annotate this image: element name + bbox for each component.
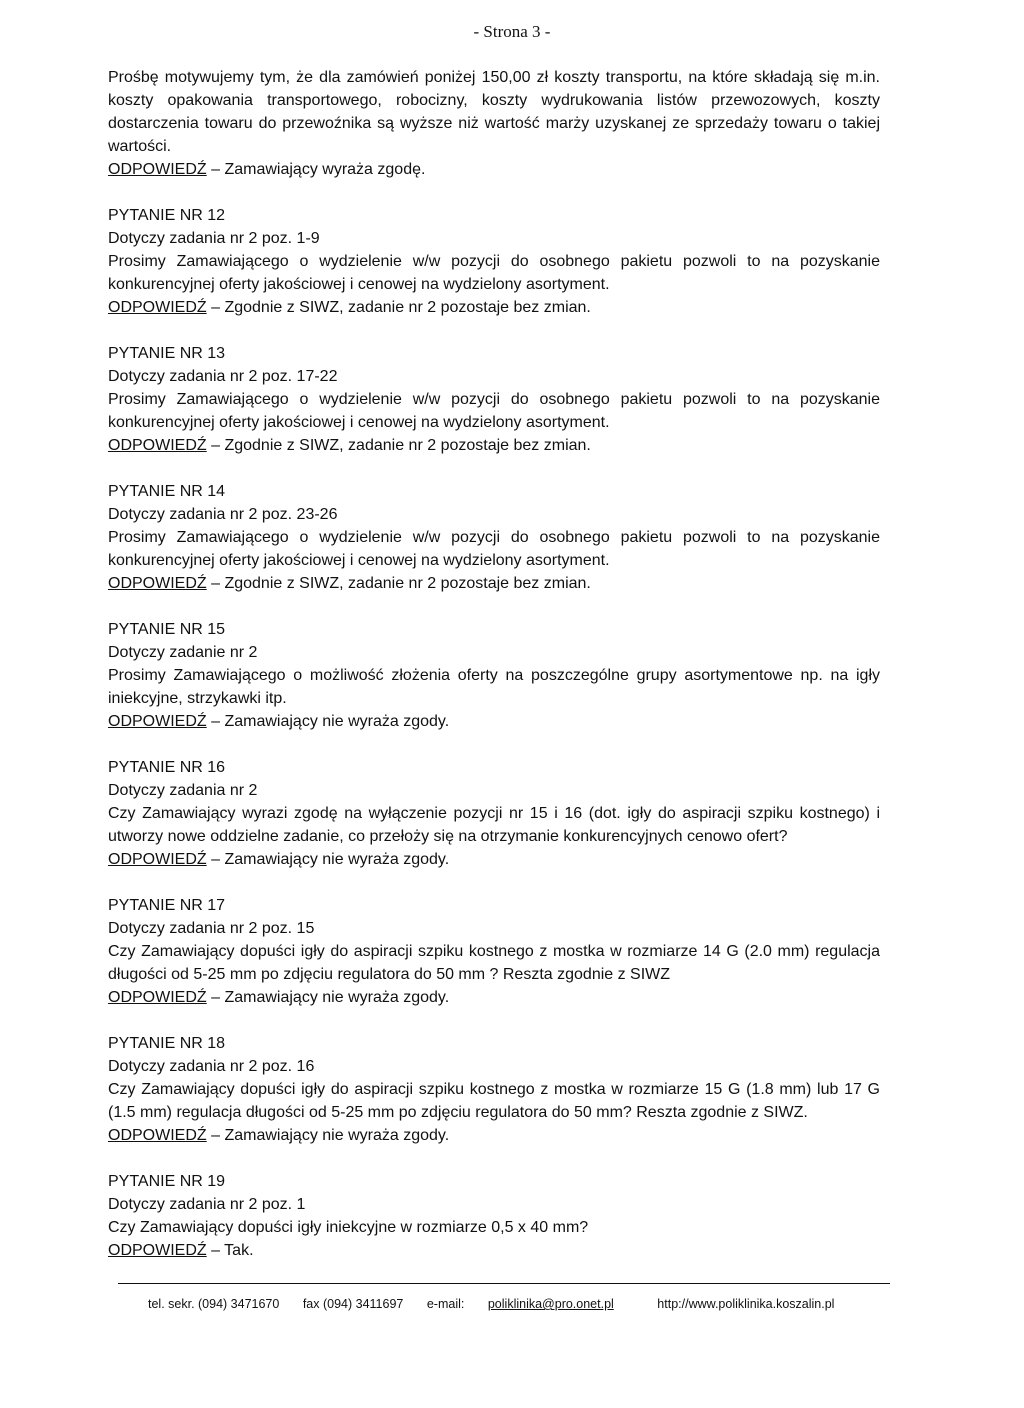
question-title: PYTANIE NR 17 [108, 897, 226, 914]
footer-email-label: e-mail: [426, 1297, 465, 1311]
question-answer [108, 710, 880, 733]
document-body [108, 66, 880, 1262]
answer-text: – Zamawiający nie wyraża zgody. [206, 989, 450, 1006]
question-answer [108, 986, 880, 1009]
footer [148, 1297, 868, 1311]
answer-label: ODPOWIEDŹ [108, 851, 207, 868]
footer-phone: tel. sekr. (094) 3471670 [148, 1297, 280, 1311]
question-title: PYTANIE NR 12 [108, 207, 226, 224]
question-scope: Dotyczy zadania nr 2 poz. 15 [108, 920, 315, 937]
question-scope: Dotyczy zadania nr 2 poz. 16 [108, 1058, 315, 1075]
answer-label: ODPOWIEDŹ [108, 575, 207, 592]
question-19 [108, 1170, 880, 1262]
answer-text: – Zamawiający nie wyraża zgody. [206, 1127, 450, 1144]
question-scope: Dotyczy zadania nr 2 poz. 1 [108, 1196, 306, 1213]
answer-label: ODPOWIEDŹ [108, 989, 207, 1006]
question-body: Czy Zamawiający wyrazi zgodę na wyłączenie pozycji nr 15 i 16 (dot. igły do aspiracji szpiku kostnego) i utworzy nowe oddzielne zadanie, co przełoży się na otrzymanie konkurencyjnych cenowo ofert? [108, 805, 880, 845]
answer-text: – Tak. [206, 1242, 254, 1259]
question-answer [108, 1239, 880, 1262]
answer-text: – Zamawiający nie wyraża zgody. [206, 713, 450, 730]
question-title: PYTANIE NR 16 [108, 759, 226, 776]
question-body: Prosimy Zamawiającego o wydzielenie w/w pozycji do osobnego pakietu pozwoli to na pozyskanie konkurencyjnej oferty jakościowej i cenowej na wydzielony asortyment. [108, 391, 880, 431]
question-body: Prosimy Zamawiającego o możliwość złożenia oferty na poszczególne grupy asortymentowe np. na igły iniekcyjne, strzykawki itp. [108, 667, 880, 707]
question-body: Czy Zamawiający dopuści igły iniekcyjne w rozmiarze 0,5 x 40 mm? [108, 1219, 589, 1236]
question-scope: Dotyczy zadania nr 2 poz. 17-22 [108, 368, 338, 385]
footer-fax: fax (094) 3411697 [302, 1297, 404, 1311]
question-scope: Dotyczy zadanie nr 2 [108, 644, 258, 661]
answer-text: – Zgodnie z SIWZ, zadanie nr 2 pozostaje bez zmian. [206, 437, 591, 454]
footer-website[interactable]: http://www.poliklinika.koszalin.pl [657, 1297, 835, 1311]
question-title: PYTANIE NR 13 [108, 345, 226, 362]
answer-text: – Zamawiający nie wyraża zgody. [206, 851, 450, 868]
question-answer [108, 572, 880, 595]
answer-label: ODPOWIEDŹ [108, 1242, 207, 1259]
intro-answer [108, 158, 880, 181]
page-number: - Strona 3 - [473, 22, 551, 41]
question-scope: Dotyczy zadania nr 2 poz. 1-9 [108, 230, 320, 247]
question-body: Prosimy Zamawiającego o wydzielenie w/w pozycji do osobnego pakietu pozwoli to na pozyskanie konkurencyjnej oferty jakościowej i cenowej na wydzielony asortyment. [108, 529, 880, 569]
question-title: PYTANIE NR 15 [108, 621, 226, 638]
answer-label: ODPOWIEDŹ [108, 1127, 207, 1144]
question-answer [108, 1124, 880, 1147]
answer-text: – Zgodnie z SIWZ, zadanie nr 2 pozostaje bez zmian. [206, 575, 591, 592]
question-body: Czy Zamawiający dopuści igły do aspiracji szpiku kostnego z mostka w rozmiarze 15 G (1.8 mm) lub 17 G (1.5 mm) regulacja długości od 5-25 mm po zdjęciu regulatora do 50 mm? Reszta zgodnie z SIWZ. [108, 1081, 880, 1121]
question-13 [108, 342, 880, 457]
footer-divider [118, 1283, 890, 1284]
answer-label: ODPOWIEDŹ [108, 299, 207, 316]
question-16 [108, 756, 880, 871]
question-12 [108, 204, 880, 319]
question-17 [108, 894, 880, 1009]
question-15 [108, 618, 880, 733]
question-title: PYTANIE NR 18 [108, 1035, 226, 1052]
question-answer [108, 296, 880, 319]
answer-text: – Zamawiający wyraża zgodę. [206, 161, 426, 178]
question-18 [108, 1032, 880, 1147]
question-scope: Dotyczy zadania nr 2 [108, 782, 258, 799]
question-body: Prosimy Zamawiającego o wydzielenie w/w pozycji do osobnego pakietu pozwoli to na pozyskanie konkurencyjnej oferty jakościowej i cenowej na wydzielony asortyment. [108, 253, 880, 293]
question-body: Czy Zamawiający dopuści igły do aspiracji szpiku kostnego z mostka w rozmiarze 14 G (2.0 mm) regulacja długości od 5-25 mm po zdjęciu regulatora do 50 mm ? Reszta zgodnie z SIWZ [108, 943, 880, 983]
question-title: PYTANIE NR 19 [108, 1173, 226, 1190]
intro-paragraph: Prośbę motywujemy tym, że dla zamówień poniżej 150,00 zł koszty transportu, na które składają się m.in. koszty opakowania transportowego, robocizny, koszty wydrukowania listów przewozowych, koszty dostarczenia towaru do przewoźnika są wyższe niż wartość marży uzyskanej ze sprzedaży towaru o takiej wartości. [108, 69, 880, 155]
answer-label: ODPOWIEDŹ [108, 437, 207, 454]
question-scope: Dotyczy zadania nr 2 poz. 23-26 [108, 506, 338, 523]
question-title: PYTANIE NR 14 [108, 483, 226, 500]
intro-section [108, 66, 880, 181]
question-14 [108, 480, 880, 595]
answer-label: ODPOWIEDŹ [108, 713, 207, 730]
answer-text: – Zgodnie z SIWZ, zadanie nr 2 pozostaje bez zmian. [206, 299, 591, 316]
answer-label: ODPOWIEDŹ [108, 161, 207, 178]
footer-email-link[interactable]: poliklinika@pro.onet.pl [487, 1297, 614, 1311]
question-answer [108, 434, 880, 457]
question-answer [108, 848, 880, 871]
footer-email [427, 1297, 634, 1311]
